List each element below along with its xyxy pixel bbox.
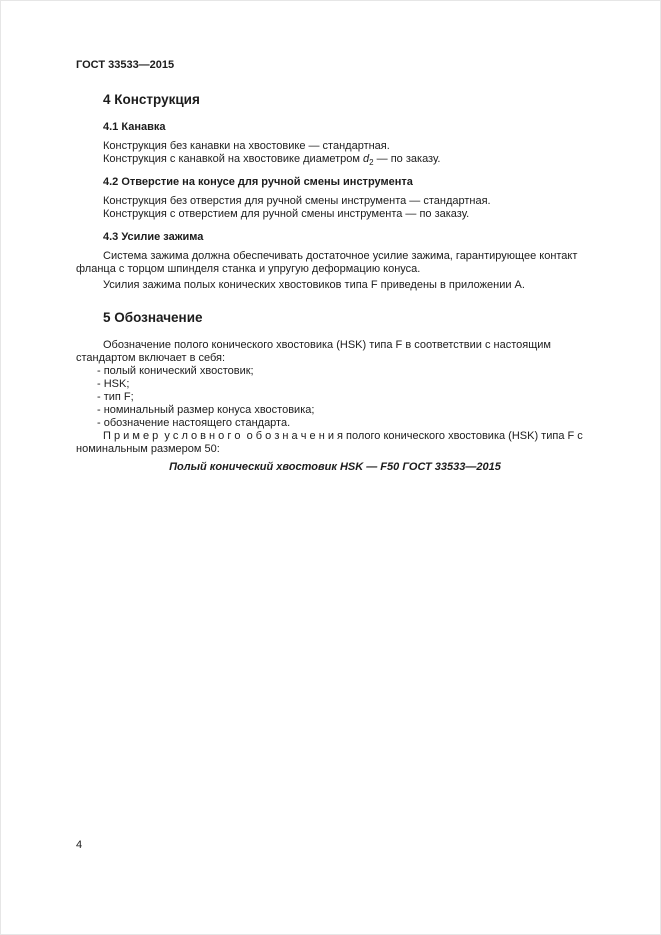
list-item-shank: - полый конический хвостовик; [97,365,254,377]
paragraph-4-1-custom [76,153,594,166]
text-run-before: Конструкция с канавкой на хвостовике диаметром [103,153,364,165]
page-number: 4 [76,839,83,851]
paragraph-4-1-standard: Конструкция без канавки на хвостовике — стандартная. [103,140,390,152]
list-item-standard: - обозначение настоящего стандарта. [97,417,291,429]
designation-list [97,365,594,430]
paragraph-example-intro: П р и м е р у с л о в н о г о о б о з н а ч е н и я полого конического хвостовика (HSK) типа F с номинальным размером 50: [76,430,583,455]
doc-header-code: ГОСТ 33533—2015 [76,59,175,71]
subscript-2: 2 [369,158,374,168]
paragraph-4-3-appendix: Усилия зажима полых конических хвостовиков типа F приведены в приложении А. [103,279,525,291]
variable-d: d [363,153,370,165]
section-4-2-title: 4.2 Отверстие на конусе для ручной смены инструмента [103,176,413,188]
text-run-after: — по заказу. [373,153,441,165]
paragraph-4-2-custom: Конструкция с отверстием для ручной смены инструмента — по заказу. [103,208,470,220]
paragraph-5-intro: Обозначение полого конического хвостовика (HSK) типа F в соответствии с настоящим стандартом включает в себя: [76,339,551,364]
section-5-title: 5 Обозначение [103,310,203,325]
paragraph-4-3-clamping: Система зажима должна обеспечивать достаточное усилие зажима, гарантирующее контакт фланца с торцом шпинделя станка и упругую деформацию конуса. [76,250,578,275]
example-designation: Полый конический хвостовик HSK — F50 ГОСТ 33533—2015 [169,461,501,473]
document-content [76,59,594,474]
section-4-title: 4 Конструкция [103,92,200,107]
section-4-3-title: 4.3 Усилие зажима [103,231,204,243]
list-item-type-f: - тип F; [97,391,134,403]
section-4-1-title: 4.1 Канавка [103,121,166,133]
list-item-hsk: - HSK; [97,378,130,390]
list-item-nominal-size: - номинальный размер конуса хвостовика; [97,404,315,416]
paragraph-4-2-standard: Конструкция без отверстия для ручной смены инструмента — стандартная. [103,195,491,207]
